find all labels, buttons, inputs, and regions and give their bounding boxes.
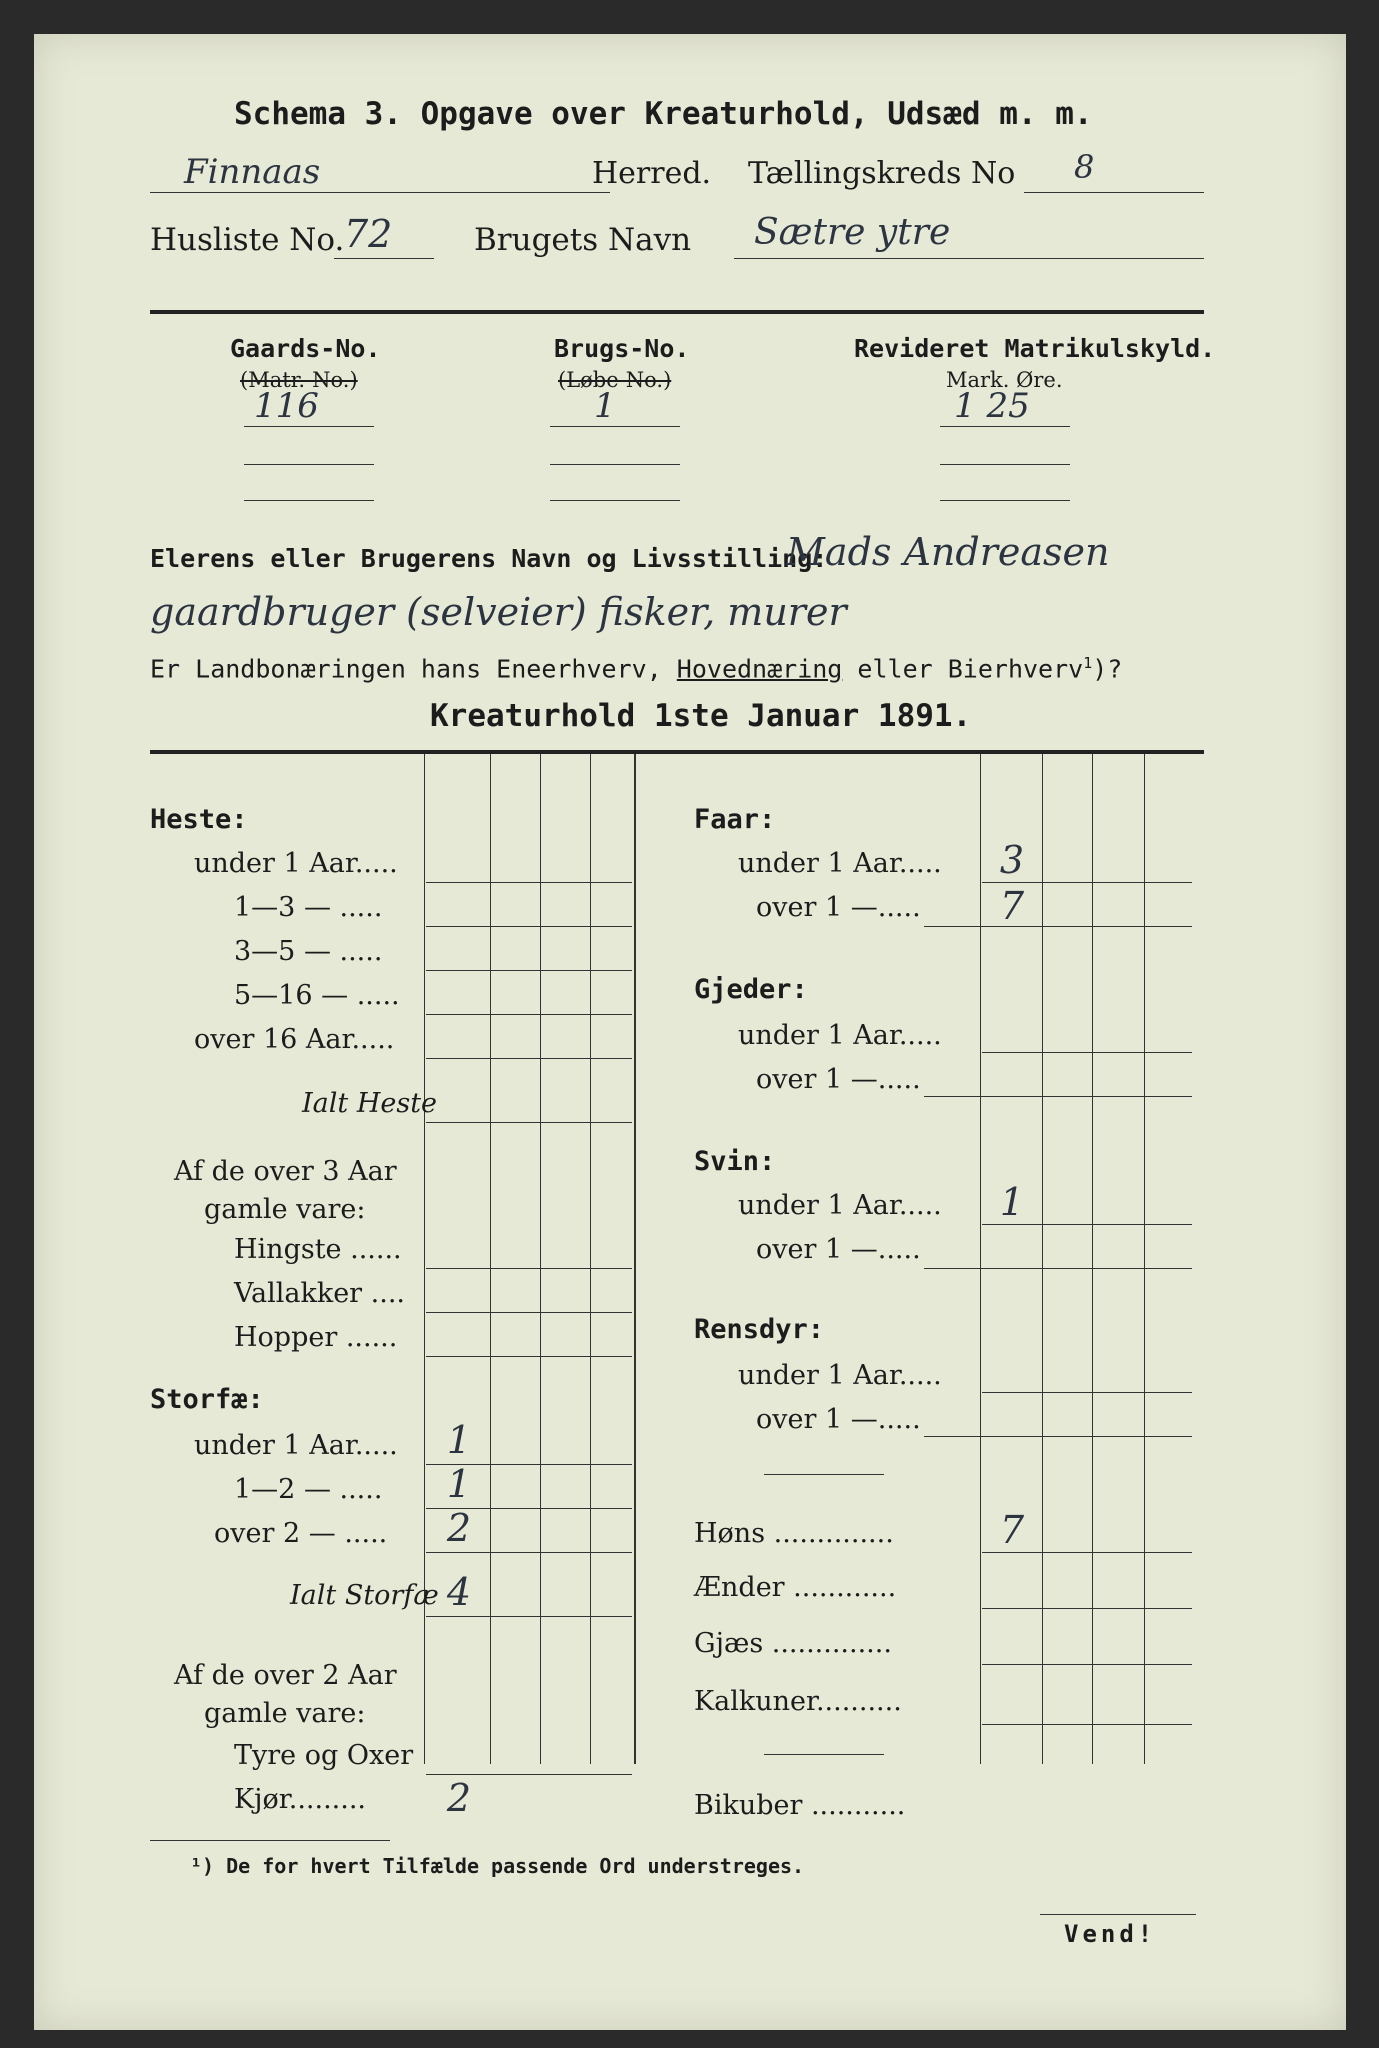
herred-label: Herred.	[592, 156, 712, 191]
rensdyr-row-1: under 1 Aar.....	[738, 1360, 942, 1391]
ialt-storfae: Ialt Storfæ	[290, 1580, 439, 1611]
bikuber-row: Bikuber ...........	[694, 1790, 906, 1821]
ialt-heste: Ialt Heste	[302, 1088, 438, 1119]
vallakker-row: Vallakker ....	[234, 1278, 406, 1309]
hons-value: 7	[999, 1508, 1025, 1552]
storfae-1-value: 1	[446, 1418, 472, 1462]
gjeder-row-1: under 1 Aar.....	[738, 1020, 942, 1051]
storfae-3-value: 2	[446, 1506, 472, 1550]
hons-row: Høns ..............	[694, 1518, 894, 1549]
brug-label: Brugets Navn	[474, 222, 692, 258]
storfae-row-2: 1—2 — .....	[234, 1474, 383, 1505]
ender-row: Ænder ............	[694, 1572, 897, 1603]
svin-row-1: under 1 Aar.....	[738, 1190, 942, 1221]
heste-row-4: 5—16 — .....	[234, 980, 400, 1011]
af-over-2-line1: Af de over 2 Aar	[174, 1660, 397, 1691]
kalkuner-row: Kalkuner..........	[694, 1686, 902, 1717]
matrikul-label: Revideret Matrikulskyld.	[854, 334, 1216, 363]
faar-row-2: over 1 —.....	[756, 892, 921, 923]
husliste-value: 72	[344, 212, 393, 256]
occupation-question: Er Landbonæringen hans Eneerhverv, Hovednæring eller Bierhverv$^1$)?	[150, 654, 1123, 684]
brug-value: Sætre ytre	[754, 212, 951, 253]
storfae-row-1: under 1 Aar.....	[194, 1430, 398, 1461]
husliste-label: Husliste No.	[150, 222, 345, 258]
section-title: Kreaturhold 1ste Januar 1891.	[430, 698, 972, 734]
census-form-page	[34, 34, 1346, 2030]
owner-label: Elerens eller Brugerens Navn og Livsstilling:	[150, 544, 828, 573]
hopper-row: Hopper ......	[234, 1322, 398, 1353]
af-over-3-line1: Af de over 3 Aar	[174, 1156, 397, 1187]
tyre-row: Tyre og Oxer	[234, 1740, 414, 1771]
svin-1-value: 1	[999, 1180, 1025, 1224]
kreds-label: Tællingskreds No	[748, 156, 1016, 191]
matrikul-value: 1 25	[954, 386, 1030, 426]
kjor-value: 2	[446, 1776, 472, 1820]
af-over-3-line2: gamle vare:	[204, 1194, 366, 1225]
svin-row-2: over 1 —.....	[756, 1234, 921, 1265]
gaards-value: 116	[254, 386, 319, 426]
footnote: ¹) De for hvert Tilfælde passende Ord understreges.	[190, 1854, 805, 1878]
storfae-row-3: over 2 — .....	[214, 1518, 388, 1549]
herred-value: Finnaas	[184, 152, 321, 192]
hingste-row: Hingste ......	[234, 1234, 402, 1265]
heste-row-3: 3—5 — .....	[234, 936, 383, 967]
heste-heading: Heste:	[150, 804, 248, 835]
gjaes-row: Gjæs ..............	[694, 1628, 892, 1659]
kreds-value: 8	[1074, 148, 1095, 186]
gaards-label: Gaards-No.	[230, 334, 381, 363]
form-title: Schema 3. Opgave over Kreaturhold, Udsæd m. m.	[234, 96, 1093, 132]
gjeder-heading: Gjeder:	[694, 974, 808, 1005]
brugs-label: Brugs-No.	[554, 334, 690, 363]
kjor-row: Kjør.........	[234, 1784, 366, 1815]
storfae-2-value: 1	[446, 1462, 472, 1506]
ialt-storfae-value: 4	[446, 1570, 472, 1614]
svin-heading: Svin:	[694, 1146, 776, 1177]
vend-label: Vend!	[1064, 1920, 1157, 1948]
heste-row-1: under 1 Aar.....	[194, 848, 398, 879]
storfae-heading: Storfæ:	[150, 1384, 264, 1415]
faar-2-value: 7	[999, 884, 1025, 928]
gjeder-row-2: over 1 —.....	[756, 1064, 921, 1095]
heste-row-5: over 16 Aar.....	[194, 1024, 395, 1055]
faar-1-value: 3	[999, 838, 1025, 882]
gaards-sub: (Matr.-No.)	[240, 368, 358, 392]
rensdyr-heading: Rensdyr:	[694, 1314, 825, 1345]
faar-heading: Faar:	[694, 804, 776, 835]
rensdyr-row-2: over 1 —.....	[756, 1404, 921, 1435]
owner-occupation: gaardbruger (selveier) fisker, murer	[150, 590, 847, 634]
af-over-2-line2: gamle vare:	[204, 1698, 366, 1729]
owner-name: Mads Andreasen	[786, 530, 1110, 574]
matrikul-sub: Mark. Øre.	[946, 368, 1063, 392]
brugs-value: 1	[594, 386, 616, 426]
faar-row-1: under 1 Aar.....	[738, 848, 942, 879]
heste-row-2: 1—3 — .....	[234, 892, 383, 923]
brugs-sub: (Løbe-No.)	[558, 368, 672, 392]
